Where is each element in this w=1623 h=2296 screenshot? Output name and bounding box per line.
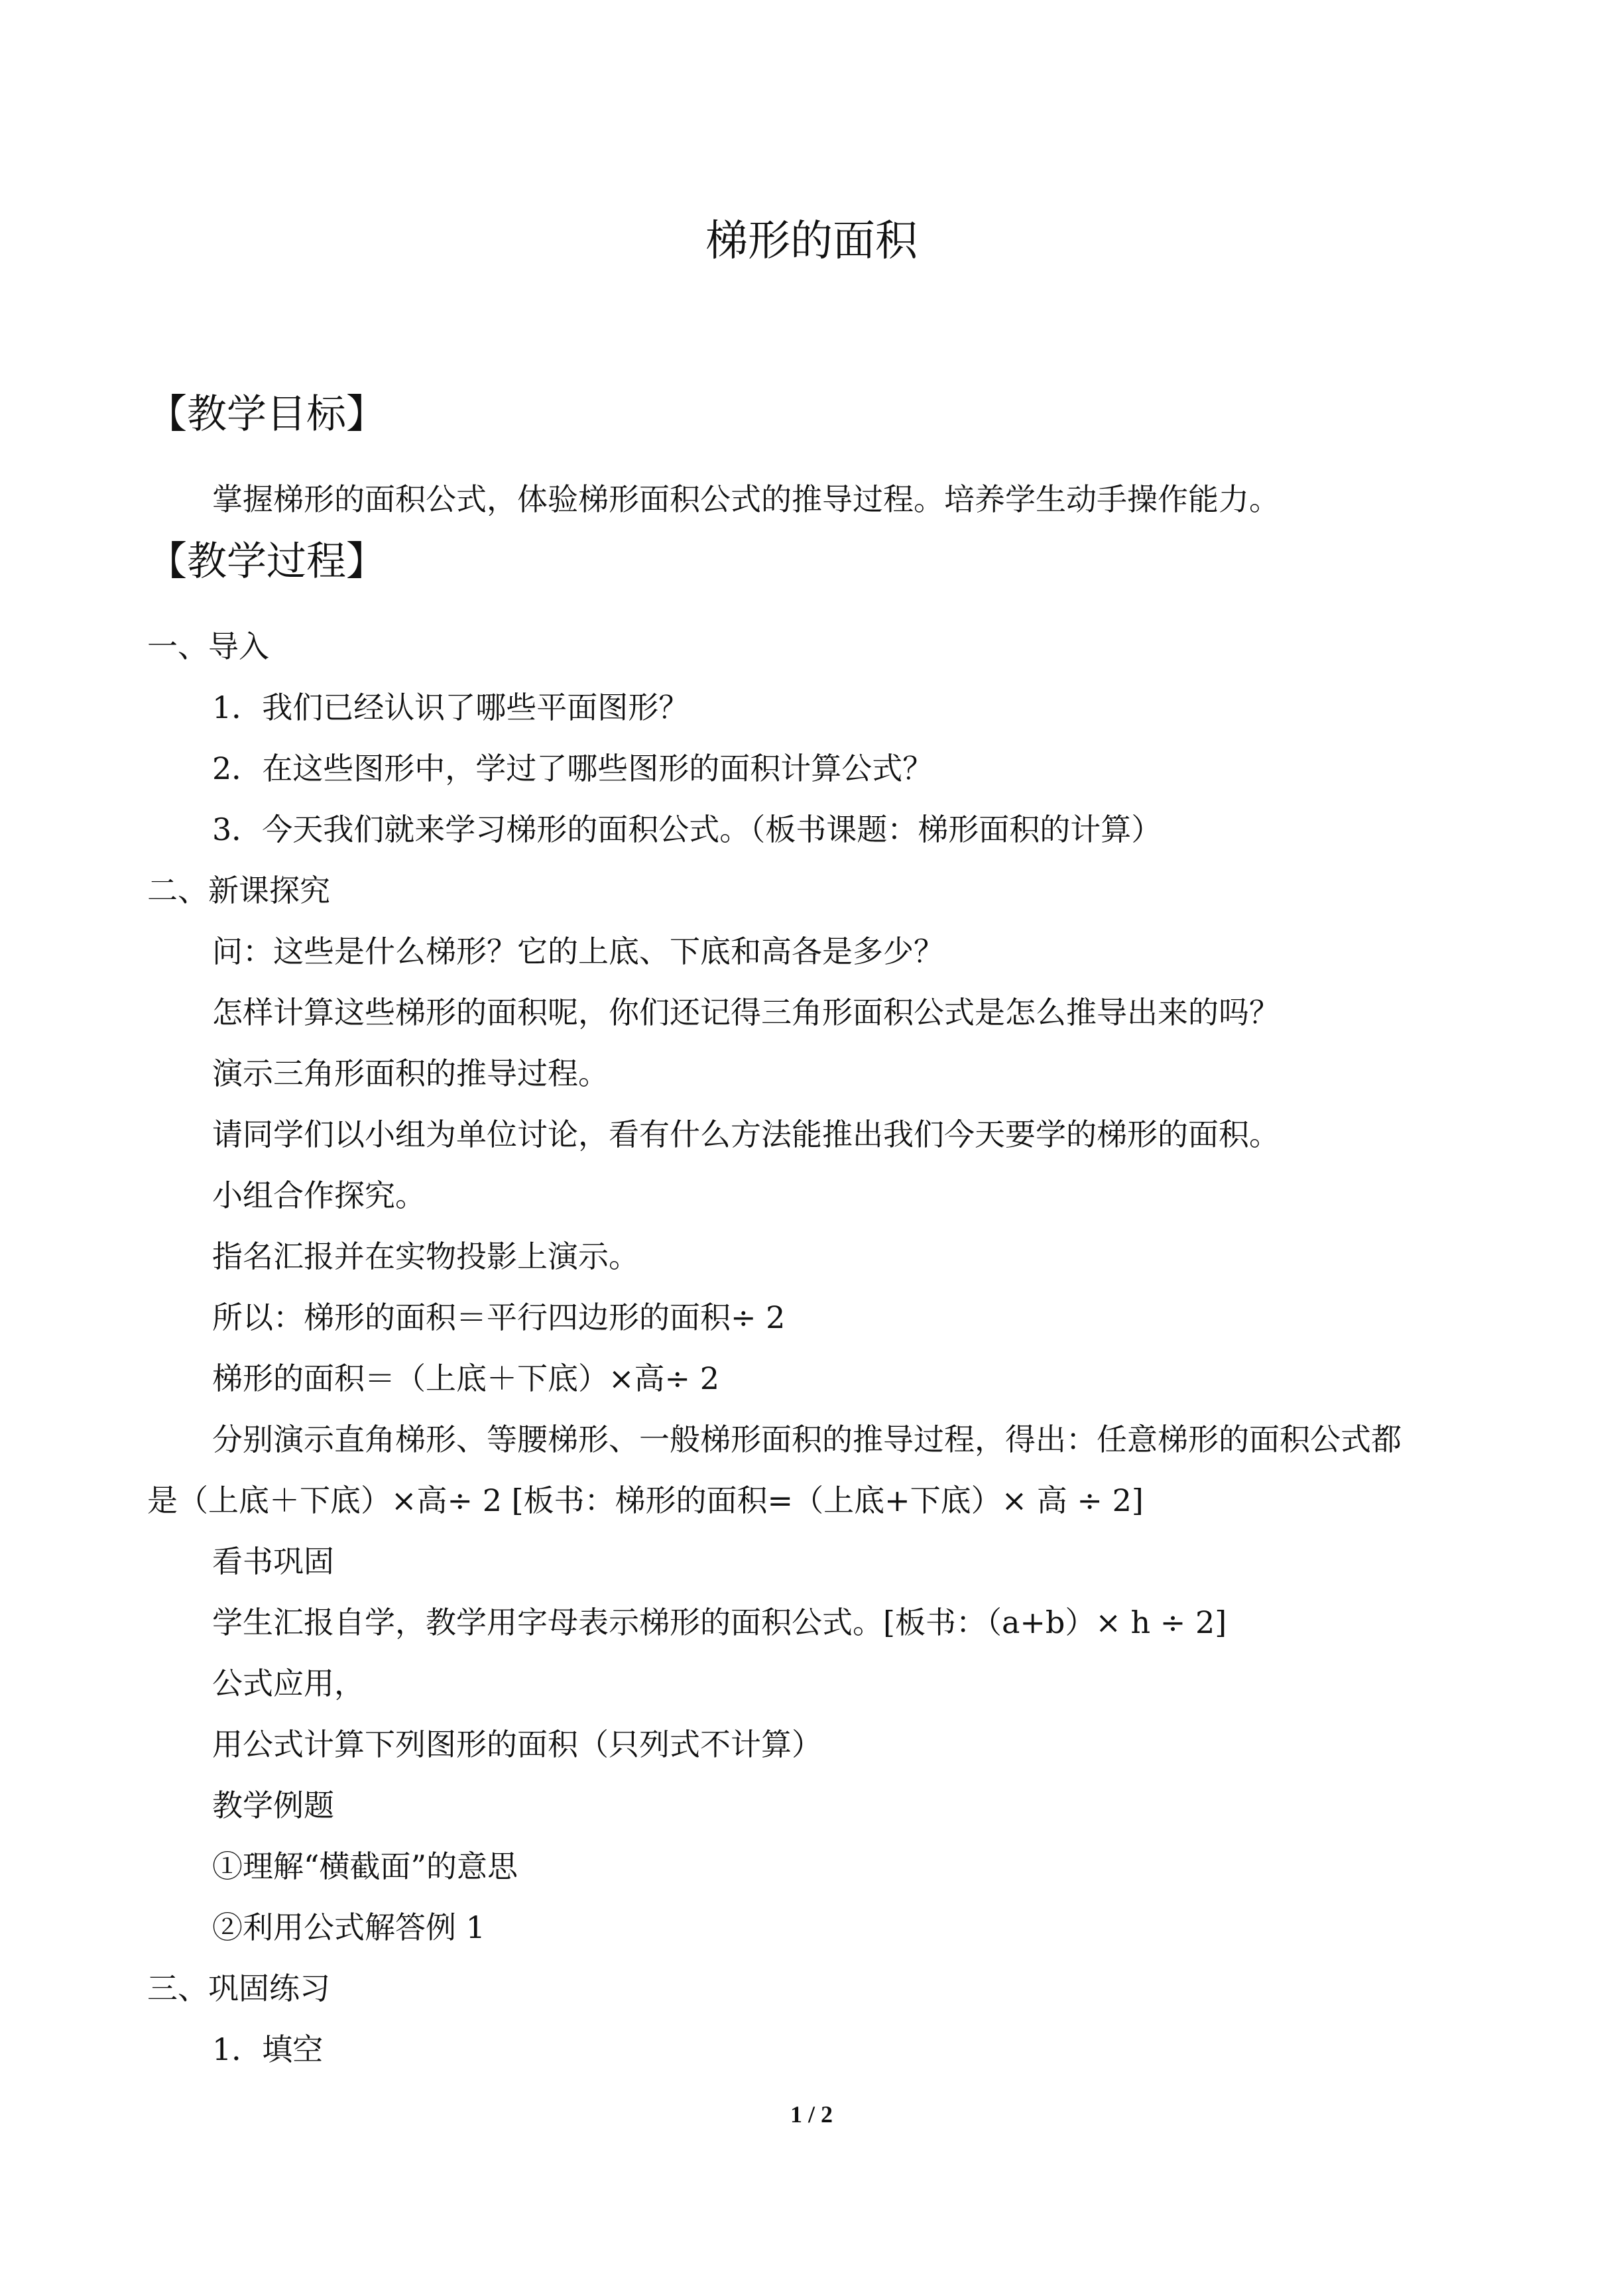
page-number: 1 / 2	[790, 2101, 833, 2128]
page-title: 梯形的面积	[705, 217, 918, 266]
paragraph-how-to-calc: 怎样计算这些梯形的面积呢，你们还记得三角形面积公式是怎么推导出来的吗？	[212, 995, 1280, 1030]
paragraph-so: 所以：梯形的面积＝平行四边形的面积÷ 2	[212, 1299, 786, 1335]
goal-text: 掌握梯形的面积公式，体验梯形面积公式的推导过程。培养学生动手操作能力。	[212, 481, 1280, 517]
section-intro-heading: 一、导入	[147, 629, 269, 664]
paragraph-formula: 梯形的面积＝（上底＋下底）×高÷ 2	[212, 1360, 719, 1396]
paragraph-example: 教学例题	[212, 1787, 334, 1823]
paragraph-demo-triangle: 演示三角形面积的推导过程。	[212, 1056, 609, 1091]
paragraph-demo-types: 分别演示直角梯形、等腰梯形、一般梯形面积的推导过程，得出：任意梯形的面积公式都	[212, 1421, 1402, 1457]
intro-item-1: 1．我们已经认识了哪些平面图形？	[212, 690, 690, 725]
paragraph-report: 指名汇报并在实物投影上演示。	[212, 1239, 639, 1274]
paragraph-formula-apply: 公式应用，	[212, 1665, 365, 1701]
paragraph-demo-types-cont: 是（上底＋下底）×高÷ 2 [板书：梯形的面积=（上底+下底）× 高 ÷ 2]	[147, 1482, 1144, 1518]
section-new-lesson-heading: 二、新课探究	[147, 873, 330, 908]
paragraph-question: 问：这些是什么梯形？它的上底、下底和高各是多少？	[212, 934, 944, 969]
section-practice-heading: 三、巩固练习	[147, 1970, 330, 2006]
intro-item-3: 3．今天我们就来学习梯形的面积公式。（板书课题：梯形面积的计算）	[212, 812, 1162, 847]
paragraph-example-1: ①理解“横截面”的意思	[212, 1848, 518, 1884]
practice-item-1: 1．填空	[212, 2031, 324, 2067]
paragraph-example-2: ②利用公式解答例 1	[212, 1909, 485, 1945]
paragraph-group-explore: 小组合作探究。	[212, 1178, 426, 1213]
goal-heading: 【教学目标】	[147, 391, 386, 438]
paragraph-letter-formula: 学生汇报自学，教学用字母表示梯形的面积公式。[板书：（a+b）× h ÷ 2]	[212, 1604, 1227, 1640]
process-heading: 【教学过程】	[147, 538, 386, 585]
paragraph-group-discuss: 请同学们以小组为单位讨论，看有什么方法能推出我们今天要学的梯形的面积。	[212, 1117, 1280, 1152]
paragraph-read-book: 看书巩固	[212, 1543, 334, 1579]
paragraph-calc-area: 用公式计算下列图形的面积（只列式不计算）	[212, 1726, 822, 1762]
intro-item-2: 2．在这些图形中，学过了哪些图形的面积计算公式？	[212, 751, 933, 786]
